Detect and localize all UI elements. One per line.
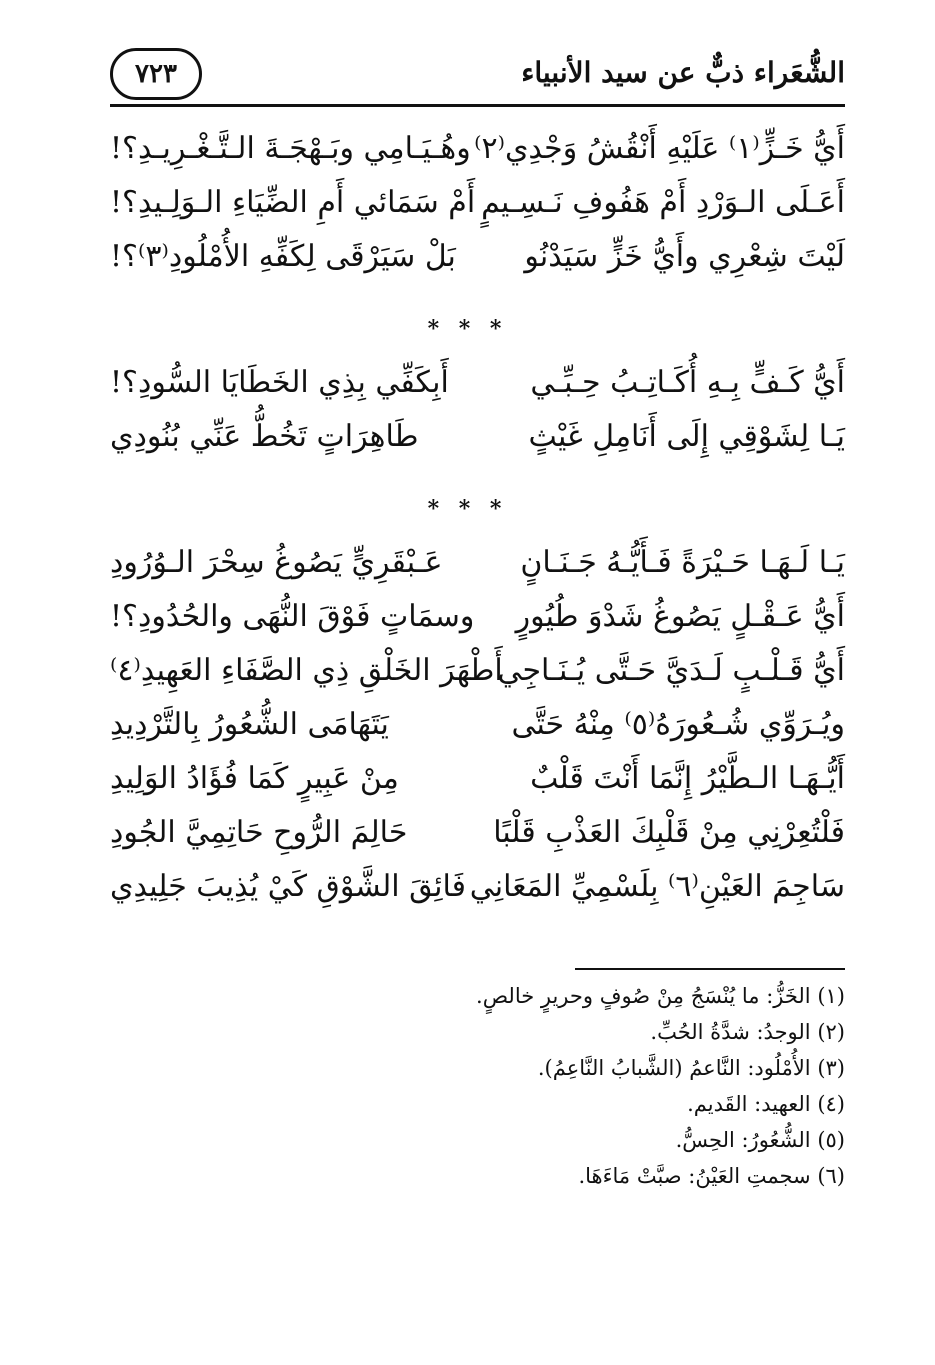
second-hemistich: وسمَاتٍ فَوْقَ النُّهَى والحُدُودِ؟! bbox=[110, 599, 475, 634]
first-hemistich: أَعَـلَى الـوَرْدِ أَمْ هَفُوفِ نَـسِـيمٍ bbox=[481, 185, 845, 220]
footnote-1: (١) الخَزُّ: ما يُنْسَجُ مِنْ صُوفٍ وحريرٍ خالصٍ. bbox=[476, 984, 845, 1008]
verse-line bbox=[110, 410, 845, 464]
first-hemistich: أَيُّ كَـفٍّ بِـهِ أُكَـاتِـبُ حِـبِّـي bbox=[530, 365, 845, 400]
verse-line bbox=[110, 590, 845, 644]
first-hemistich: سَاجِمَ العَيْنِ⁽٦⁾ بِلَسْمِيِّ المَعَانِي bbox=[469, 869, 845, 904]
footnote-4: (٤) العهيد: القَديم. bbox=[687, 1092, 845, 1116]
first-hemistich: يَـا لَـهَـا حَـيْرَةً فَـأَيُّـهُ جَـنَـانٍ bbox=[520, 545, 845, 580]
verse-line bbox=[110, 644, 845, 698]
first-hemistich: أَيُّ خَـزٍّ⁽١⁾ عَلَيْهِ أَنْقُشُ وَجْدِي⁽٢⁾ bbox=[474, 131, 845, 166]
first-hemistich: ويُـرَوِّي شُـعُورَهُ⁽٥⁾ مِنْهُ حَتَّى bbox=[511, 707, 845, 742]
second-hemistich: بَلْ سَيَرْقَى لِكَفِّهِ الأُمْلُودِ⁽٣⁾؟! bbox=[110, 239, 456, 274]
stanza-separator: * * * bbox=[427, 496, 508, 522]
second-hemistich: أَمْ سَمَائي أَمِ الضِّيَاءِ الـوَلِـيدِ؟! bbox=[110, 185, 476, 220]
second-hemistich: أَبِكَفِّي بِذِي الخَطَايَا السُّودِ؟! bbox=[110, 365, 449, 400]
verse-line bbox=[110, 752, 845, 806]
page-number: ٧٢٣ bbox=[110, 48, 202, 100]
running-title: الشُّعَراء ذبٌّ عن سيد الأنبياء bbox=[521, 56, 845, 89]
second-hemistich: عَـبْقَرِيٍّ يَصُوغُ سِحْرَ الـوُرُودِ bbox=[110, 545, 443, 580]
poem-stanza-2 bbox=[110, 356, 845, 464]
footnote-2: (٢) الوجدُ: شدَّةُ الحُبِّ. bbox=[650, 1020, 845, 1044]
verse-line bbox=[110, 860, 845, 914]
verse-line bbox=[110, 122, 845, 176]
second-hemistich: فَائِقَ الشَّوْقِ كَيْ يُذِيبَ جَلِيدِي bbox=[110, 869, 466, 904]
verse-line bbox=[110, 806, 845, 860]
verse-line bbox=[110, 356, 845, 410]
verse-line bbox=[110, 698, 845, 752]
footnote-divider bbox=[575, 968, 845, 970]
footnote-5: (٥) الشُّعُورُ: الحِسُّ. bbox=[675, 1128, 845, 1152]
first-hemistich: يَـا لِشَوْقِي إِلَى أَنَامِلِ غَيْثٍ bbox=[528, 419, 845, 454]
second-hemistich: حَالِمَ الرُّوحِ حَاتِمِيَّ الجُودِ bbox=[110, 815, 408, 850]
first-hemistich: أَيُّ قَـلْـبٍ لَـدَيَّ حَـتَّى يُـنَـاجِي bbox=[497, 653, 845, 688]
stanza-separator: * * * bbox=[427, 316, 508, 342]
first-hemistich: أَيُّ عَـقْـلٍ يَصُوغُ شَدْوَ طُيُورٍ bbox=[515, 599, 845, 634]
second-hemistich: يَتَهَامَى الشُّعُورُ بِالتَّرْدِيدِ bbox=[110, 707, 389, 742]
footnote-3: (٣) الأُمْلُود: النَّاعمُ (الشَّبابُ النَّاعِمُ). bbox=[537, 1056, 845, 1080]
second-hemistich: طَاهِرَاتٍ تَخُطُّ عَنِّي بُنُودِي bbox=[110, 419, 419, 454]
footnote-6: (٦) سجمتِ العَيْنُ: صبَّتْ مَاءَهَا. bbox=[578, 1164, 845, 1188]
second-hemistich: وهُـيَـامِي وبَـهْجَـةَ الـتَّـغْـرِيـدِ؟! bbox=[110, 131, 471, 166]
second-hemistich: مِنْ عَبِيرٍ كَمَا فُؤَادُ الوَلِيدِ bbox=[110, 761, 399, 796]
poem-stanza-1 bbox=[110, 122, 845, 284]
first-hemistich: أَيُّـهَـا الـطَّيْرُ إِنَّمَا أَنْتَ قَلْبٌ bbox=[530, 761, 845, 796]
second-hemistich: أَطْهَرَ الخَلْقِ ذِي الصَّفَاءِ العَهِيدِ⁽٤⁾ bbox=[110, 653, 503, 688]
first-hemistich: فَلْتُعِرْنِي مِنْ قَلْبِكَ العَذْبِ قَلْبًا bbox=[493, 815, 845, 850]
verse-line bbox=[110, 176, 845, 230]
poem-stanza-3 bbox=[110, 536, 845, 914]
footnotes bbox=[110, 978, 845, 1194]
verse-line bbox=[110, 536, 845, 590]
first-hemistich: لَيْتَ شِعْرِي وأَيُّ خَزٍّ سَيَدْنُو bbox=[524, 239, 845, 274]
verse-line bbox=[110, 230, 845, 284]
page-header bbox=[110, 48, 845, 108]
header-divider bbox=[110, 104, 845, 107]
